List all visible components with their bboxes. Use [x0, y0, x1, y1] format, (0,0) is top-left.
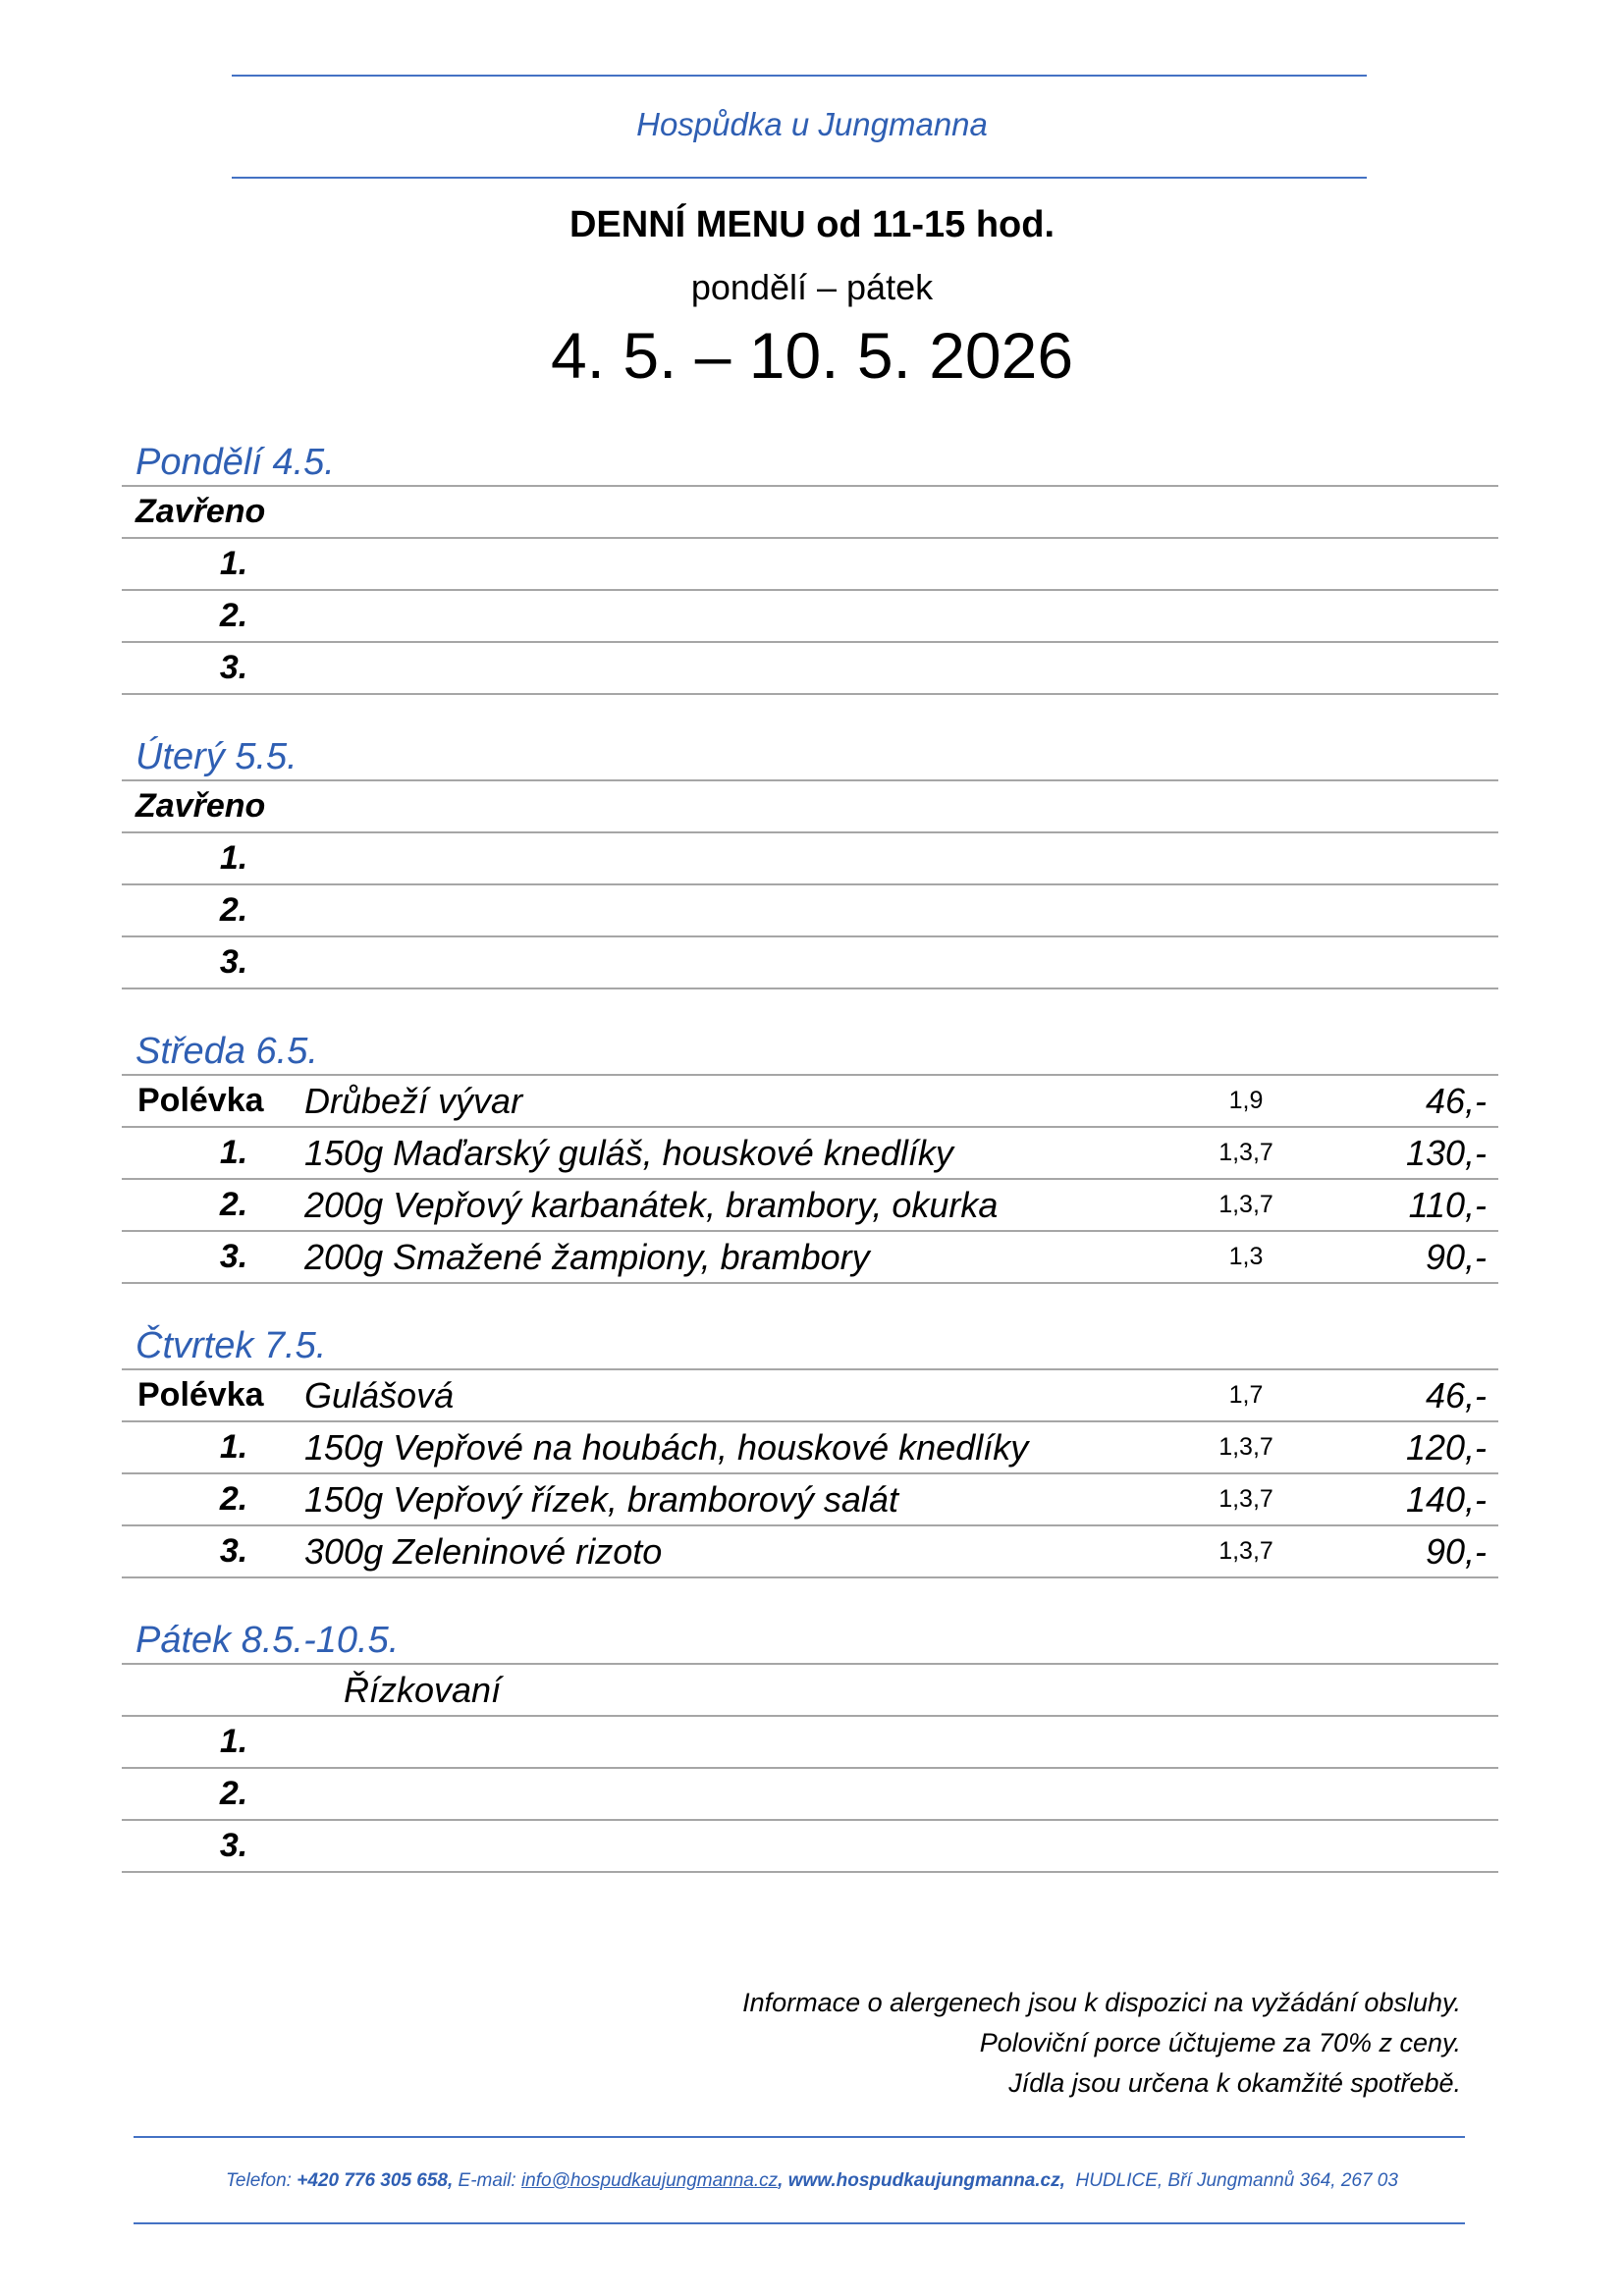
note-line: Poloviční porce účtujeme za 70% z ceny. — [979, 2028, 1461, 2057]
allergen-notes — [742, 1983, 1461, 2104]
soup-label: Polévka — [137, 1376, 264, 1414]
item-number: 2. — [219, 1186, 248, 1223]
footer-bottom-rule — [134, 2222, 1465, 2224]
soup-row — [122, 1076, 1498, 1128]
menu-row — [122, 885, 1498, 937]
menu-row — [122, 833, 1498, 885]
note-line: Jídla jsou určena k okamžité spotřebě. — [1008, 2068, 1461, 2098]
email-label: E-mail: — [458, 2170, 516, 2191]
header-top-rule — [232, 75, 1367, 77]
dish-name: 200g Vepřový karbanátek, brambory, okurka — [304, 1185, 999, 1225]
restaurant-name: Hospůdka u Jungmanna — [636, 106, 988, 142]
item-number: 3. — [219, 943, 248, 981]
phone-label: Telefon: — [226, 2170, 292, 2191]
item-number: 3. — [219, 1827, 248, 1864]
header-bottom-rule — [232, 177, 1367, 179]
allergens: 1,3,7 — [1218, 1537, 1273, 1565]
menu-row — [122, 1821, 1498, 1873]
allergens: 1,7 — [1228, 1381, 1264, 1409]
price: 46,- — [1425, 1081, 1487, 1121]
address: HUDLICE, Bří Jungmannů 364, 267 03 — [1075, 2170, 1398, 2191]
menu-row — [122, 1526, 1498, 1578]
price: 90,- — [1425, 1531, 1487, 1572]
item-number: 1. — [219, 839, 248, 877]
item-number: 3. — [219, 1532, 248, 1570]
item-number: 2. — [219, 1480, 248, 1518]
dish-name: 150g Vepřový řízek, bramborový salát — [304, 1479, 898, 1520]
menu-row — [122, 937, 1498, 989]
day-section-tuesday — [122, 732, 1498, 989]
menu-row — [122, 1717, 1498, 1769]
menu-date-range: 4. 5. – 10. 5. 2026 — [550, 319, 1074, 392]
menu-row — [122, 487, 1498, 539]
menu-row — [122, 1474, 1498, 1526]
item-number: 1. — [219, 1428, 248, 1466]
item-number: 2. — [219, 891, 248, 929]
allergens: 1,9 — [1228, 1087, 1264, 1114]
day-section-thursday — [122, 1321, 1498, 1578]
menu-row — [122, 643, 1498, 695]
phone-number: +420 776 305 658, — [297, 2170, 454, 2191]
day-heading: Čtvrtek 7.5. — [122, 1321, 1498, 1370]
allergens: 1,3,7 — [1218, 1433, 1273, 1461]
item-number: 3. — [219, 1238, 248, 1275]
website-link[interactable]: , www.hospudkaujungmanna.cz, — [778, 2170, 1065, 2191]
allergens: 1,3,7 — [1218, 1139, 1273, 1166]
allergens: 1,3 — [1228, 1243, 1264, 1270]
item-number: 2. — [219, 597, 248, 634]
dish-name: Drůbeží vývar — [304, 1081, 523, 1121]
soup-row — [122, 1370, 1498, 1422]
price: 130,- — [1405, 1133, 1487, 1173]
menu-row — [122, 1128, 1498, 1180]
day-heading: Pátek 8.5.-10.5. — [122, 1616, 1498, 1665]
footer-contact — [0, 2170, 1624, 2192]
price: 46,- — [1425, 1375, 1487, 1415]
price: 110,- — [1408, 1185, 1487, 1225]
price: 90,- — [1425, 1237, 1487, 1277]
day-heading: Pondělí 4.5. — [122, 438, 1498, 487]
day-section-friday — [122, 1616, 1498, 1873]
item-number: 2. — [219, 1775, 248, 1812]
note-line: Informace o alergenech jsou k dispozici na vyžádání obsluhy. — [742, 1988, 1461, 2017]
item-number: 1. — [219, 1134, 248, 1171]
item-number: 1. — [219, 1723, 248, 1760]
menu-row — [122, 1232, 1498, 1284]
dish-name: 150g Maďarský guláš, houskové knedlíky — [304, 1133, 953, 1173]
footer-top-rule — [134, 2136, 1465, 2138]
special-label: Řízkovaní — [344, 1670, 502, 1710]
menu-title: DENNÍ MENU od 11-15 hod. — [568, 204, 1056, 245]
day-heading: Středa 6.5. — [122, 1027, 1498, 1076]
dish-name: Gulášová — [304, 1375, 455, 1415]
menu-row — [122, 1665, 1498, 1717]
menu-row — [122, 781, 1498, 833]
menu-row — [122, 539, 1498, 591]
allergens: 1,3,7 — [1218, 1485, 1273, 1513]
menu-row — [122, 1422, 1498, 1474]
email-link[interactable]: info@hospudkaujungmanna.cz — [520, 2170, 779, 2191]
dish-name: 200g Smažené žampiony, brambory — [304, 1237, 870, 1277]
menu-row — [122, 1180, 1498, 1232]
price: 140,- — [1405, 1479, 1487, 1520]
soup-label: Polévka — [137, 1082, 264, 1119]
day-heading: Úterý 5.5. — [122, 732, 1498, 781]
price: 120,- — [1405, 1427, 1487, 1468]
closed-label: Zavřeno — [135, 493, 266, 530]
closed-label: Zavřeno — [135, 787, 266, 825]
allergens: 1,3,7 — [1218, 1191, 1273, 1218]
menu-row — [122, 591, 1498, 643]
item-number: 1. — [219, 545, 248, 582]
menu-days: pondělí – pátek — [690, 267, 934, 307]
day-section-wednesday — [122, 1027, 1498, 1284]
dish-name: 150g Vepřové na houbách, houskové knedlíky — [304, 1427, 1029, 1468]
dish-name: 300g Zeleninové rizoto — [304, 1531, 663, 1572]
menu-row — [122, 1769, 1498, 1821]
day-section-monday — [122, 438, 1498, 695]
item-number: 3. — [219, 649, 248, 686]
